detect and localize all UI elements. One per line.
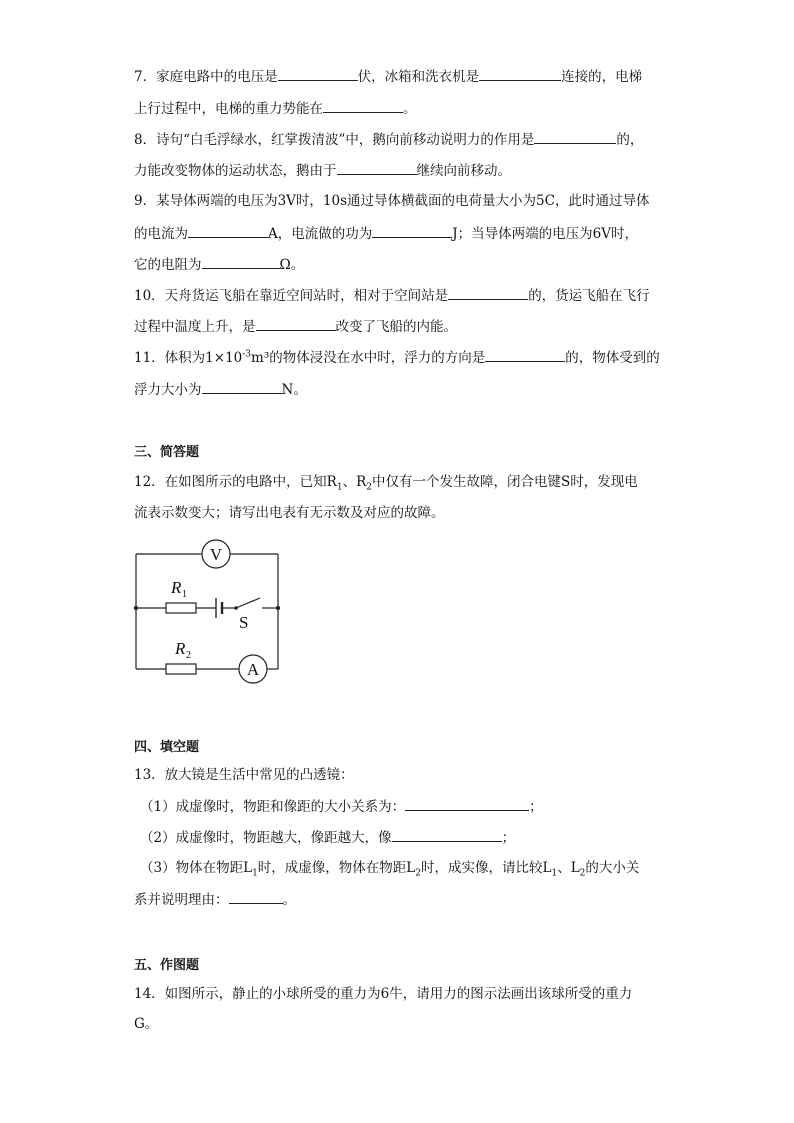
q11-blank1[interactable] xyxy=(485,347,565,362)
q10-line2: 过程中温度上升，是 改变了飞船的内能。 xyxy=(134,316,457,337)
q7-line2: 上行过程中，电梯的重力势能在 。 xyxy=(134,98,417,119)
q8-line2: 力能改变物体的运动状态，鹅由于 继续向前移动。 xyxy=(134,160,511,181)
q8-blank1[interactable] xyxy=(534,129,616,144)
q9-blank3[interactable] xyxy=(202,254,280,269)
switch-pivot xyxy=(234,606,238,610)
resistor-r2 xyxy=(166,664,196,674)
q14-line2: G。 xyxy=(134,1016,159,1032)
r2-subscript: 2 xyxy=(186,650,191,661)
section-heading-drawing: 五、作图题 xyxy=(134,958,200,973)
section-heading-short-answer: 三、简答题 xyxy=(134,445,200,460)
q7-line1: 7．家庭电路中的电压是 伏，冰箱和洗衣机是 连接的，电梯 xyxy=(134,66,642,87)
q13-intro: 13．放大镜是生活中常见的凸透镜： xyxy=(134,767,354,783)
r1-subscript: 1 xyxy=(182,589,187,600)
q11-line1: 11．体积为$1\times 10^{-3}m^3$的物体浸没在水中时，浮力的方向是 的，物体受到的 xyxy=(134,347,660,368)
resistor-r1 xyxy=(166,603,196,613)
q10-blank2[interactable] xyxy=(256,316,336,331)
q11-line2: 浮力大小为 N。 xyxy=(134,379,307,400)
r2-label: R xyxy=(175,639,186,658)
q9-blank2[interactable] xyxy=(372,223,452,238)
q13-part3-cont: 系并说明理由： 。 xyxy=(134,889,296,910)
q9-line3: 它的电阻为 Ω。 xyxy=(134,254,304,275)
q13-blank2[interactable] xyxy=(392,827,502,842)
q9-blank1[interactable] xyxy=(188,223,268,238)
r1-label: R xyxy=(171,578,182,597)
junction-left xyxy=(134,606,138,610)
q8-blank2[interactable] xyxy=(337,160,417,175)
voltmeter-label: V xyxy=(209,545,223,564)
section-heading-fill-in: 四、填空题 xyxy=(134,740,200,755)
junction-right xyxy=(276,606,280,610)
q13-blank1[interactable] xyxy=(405,796,529,811)
q9-line2: 的电流为 A，电流做的功为 J；当导体两端的电压为6V时， xyxy=(134,223,638,244)
q14-line1: 14．如图所示，静止的小球所受的重力为6牛，请用力的图示法画出该球所受的重力 xyxy=(134,986,633,1002)
q13-part2: （2）成虚像时，物距越大，像距越大，像 ； xyxy=(140,827,515,848)
q12-line1: 12．在如图所示的电路中，已知$R_1$、$R_2$中仅有一个发生故障，闭合电键S时，发现电 xyxy=(134,474,638,493)
q7-blank1[interactable] xyxy=(278,66,358,81)
q9-line1: 9．某导体两端的电压为3V时，10s通过导体横截面的电荷量大小为5C，此时通过导体 xyxy=(134,193,650,209)
circuit-diagram xyxy=(128,538,288,688)
q13-blank3[interactable] xyxy=(229,889,283,904)
q10-blank1[interactable] xyxy=(448,285,528,300)
q11-blank2[interactable] xyxy=(202,379,282,394)
ammeter-label: A xyxy=(246,660,260,679)
q7-blank2[interactable] xyxy=(479,66,561,81)
q8-line1: 8．诗句“白毛浮绿水，红掌拨清波”中，鹅向前移动说明力的作用是 的， xyxy=(134,129,643,150)
q13-part3: （3）物体在物距$L_1$时，成虚像，物体在物距$L_2$时，成实像，请比较$L_1$、$L_2$的大小关 xyxy=(140,860,640,879)
q13-part1: （1）成虚像时，物距和像距的大小关系为： ； xyxy=(140,796,543,817)
q12-line2: 流表示数变大；请写出电表有无示数及对应的故障。 xyxy=(134,505,445,521)
q10-line1: 10．天舟货运飞船在靠近空间站时，相对于空间站是 的，货运飞船在飞行 xyxy=(134,285,650,306)
switch-label: S xyxy=(239,613,249,632)
q7-blank3[interactable] xyxy=(323,98,403,113)
